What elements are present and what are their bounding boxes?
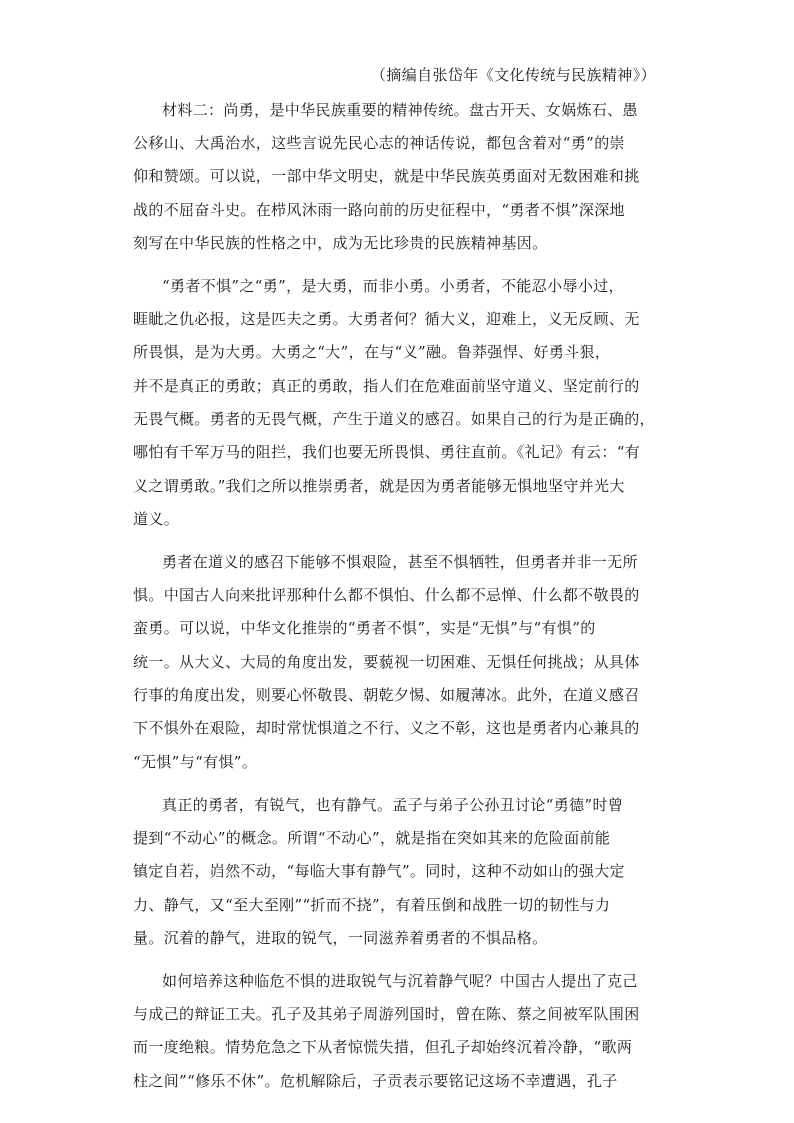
paragraph-line: 义之谓勇敢。”我们之所以推崇勇者，就是因为勇者能够无惧地坚守并光大 <box>133 477 625 495</box>
paragraph-line: 战的不屈奋斗史。在栉风沐雨一路向前的历史征程中，“勇者不惧”深深地 <box>133 201 625 219</box>
paragraph-line: 下不惧外在艰险，却时常忧惧道之不行、义之不彰，这也是勇者内心兼具的 <box>133 719 640 737</box>
paragraph-line: 提到“不动心”的概念。所谓“不动心”，就是指在突如其来的危险面前能 <box>133 829 611 847</box>
paragraph-line: 睚眦之仇必报，这是匹夫之勇。大勇者何？循大义，迎难上，义无反顾、无 <box>133 310 640 328</box>
paragraph-line: 蛮勇。可以说，中华文化推崇的“勇者不惧”，实是“无惧”与“有惧”的 <box>133 619 596 637</box>
paragraph-line: 量。沉着的静气，进取的锐气，一同滋养着勇者的不惧品格。 <box>133 929 548 947</box>
paragraph-line: 行事的角度出发，则要心怀敬畏、朝乾夕惕、如履薄冰。此外，在道义感召 <box>133 686 640 704</box>
paragraph-line: 勇者在道义的感召下能够不惧艰险，甚至不惧牺牲，但勇者并非一无所 <box>162 553 638 571</box>
paragraph-line: 惧。中国古人向来批评那种什么都不惧怕、什么都不忌惮、什么都不敬畏的 <box>133 586 640 604</box>
paragraph-line: 如何培养这种临危不惧的进取锐气与沉着静气呢？中国古人提出了克己 <box>162 972 638 990</box>
paragraph-line: 力、静气，又“至大至刚”“折而不挠”，有着压倒和战胜一切的韧性与力 <box>133 896 611 914</box>
paragraph-line: 哪怕有千军万马的阻拦，我们也要无所畏惧、勇往直前。《礼记》有云：“有 <box>133 443 641 461</box>
paragraph-line: 而一度绝粮。情势危急之下从者惊慌失措，但孔子却始终沉着冷静，“歌两 <box>133 1038 633 1056</box>
paragraph-line: “无惧”与“有惧”。 <box>133 753 258 771</box>
paragraph-line: 材料二：尚勇，是中华民族重要的精神传统。盘古开天、女娲炼石、愚 <box>162 101 638 119</box>
paragraph-line: 与成己的辩证工夫。孔子及其弟子周游列国时，曾在陈、蔡之间被军队围困 <box>133 1005 640 1023</box>
paragraph-line: 刻写在中华民族的性格之中，成为无比珍贵的民族精神基因。 <box>133 234 548 252</box>
paragraph-line: 柱之间”“修乐不休”。危机解除后，子贡表示要铭记这场不幸遭遇，孔子 <box>133 1072 618 1090</box>
source-attribution: （摘编自张岱年《文化传统与民族精神》） <box>370 66 656 84</box>
paragraph-line: 统一。从大义、大局的角度出发，要藐视一切困难、无惧任何挑战；从具体 <box>133 653 640 671</box>
paragraph-line: “勇者不惧”之“勇”，是大勇，而非小勇。小勇者，不能忍小辱小过， <box>162 277 624 295</box>
paragraph-line: 道义。 <box>133 510 180 528</box>
paragraph-line: 公移山、大禹治水，这些言说先民心志的神话传说，都包含着对“勇”的崇 <box>133 134 625 152</box>
paragraph-line: 真正的勇者，有锐气，也有静气。孟子与弟子公孙丑讨论“勇德”时曾 <box>162 796 624 814</box>
paragraph-line: 并不是真正的勇敢；真正的勇敢，指人们在危难面前坚守道义、坚定前行的 <box>133 377 640 395</box>
paragraph-line: 镇定自若，岿然不动，“每临大事有静气”。同时，这种不动如山的强大定 <box>133 862 625 880</box>
paragraph-line: 所畏惧，是为大勇。大勇之“大”，在与“义”融。鲁莽强悍、好勇斗狠， <box>133 343 611 361</box>
paragraph-line: 无畏气概。勇者的无畏气概，产生于道义的感召。如果自己的行为是正确的， <box>133 410 655 428</box>
paragraph-line: 仰和赞颂。可以说，一部中华文明史，就是中华民族英勇面对无数困难和挑 <box>133 167 640 185</box>
